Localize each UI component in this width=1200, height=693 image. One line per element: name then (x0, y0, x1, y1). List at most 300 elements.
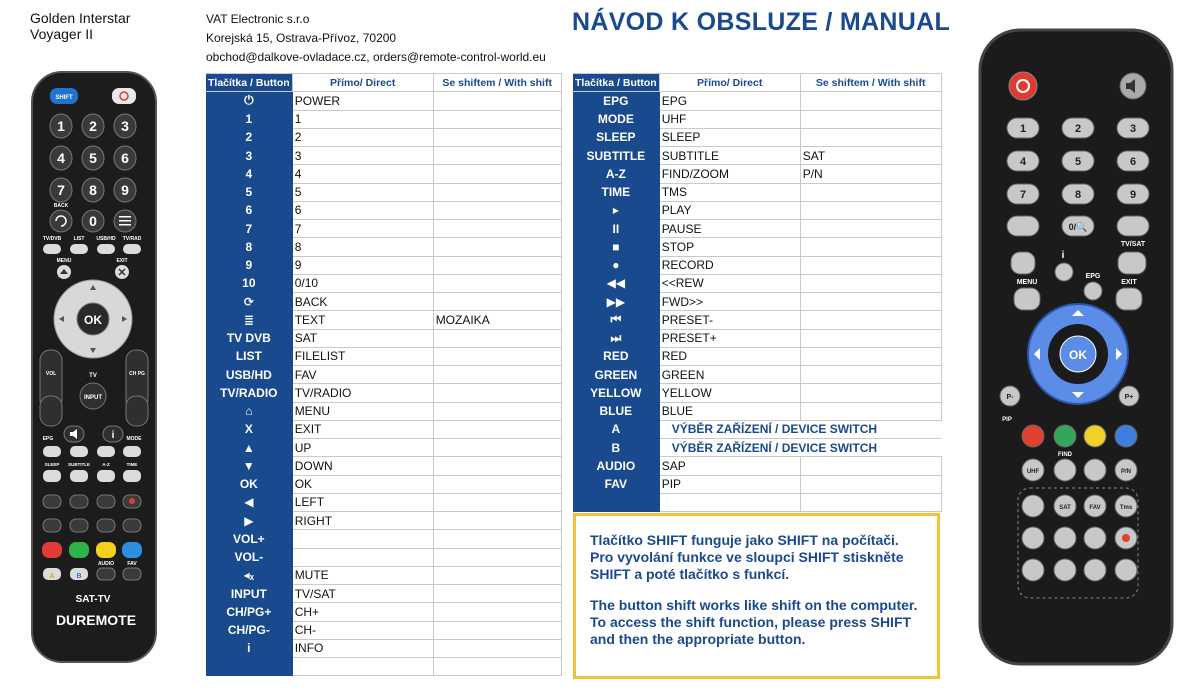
button-key: ▼ (206, 457, 292, 475)
button-key: 2 (206, 128, 292, 146)
direct-function: SAP (659, 457, 800, 475)
shift-function: MOZAIKA (433, 311, 561, 329)
input-label: INPUT (84, 395, 102, 401)
small-button (97, 568, 115, 580)
table-row (206, 566, 561, 584)
button-key: II (573, 220, 659, 238)
button-key: VOL+ (206, 530, 292, 548)
brand-logo: DUREMOTE (55, 612, 137, 628)
table-row (573, 439, 941, 457)
button-key: BLUE (573, 402, 659, 420)
function-button (123, 470, 141, 482)
tvsat-label: TV/SAT (1120, 241, 1146, 248)
exit-label: EXIT (1121, 279, 1137, 286)
remote-image-right (976, 26, 1176, 670)
shift-function (433, 165, 561, 183)
shift-function (433, 548, 561, 566)
direct-function: 5 (292, 183, 433, 201)
small-button (123, 244, 141, 254)
shift-function (433, 256, 561, 274)
color-button (42, 542, 62, 558)
shift-note (573, 513, 940, 679)
table-row (573, 92, 941, 110)
shift-function (433, 384, 561, 402)
direct-function (659, 493, 800, 511)
fav-label: FAV (127, 561, 137, 567)
table-row (573, 311, 941, 329)
button-key: ≣ (206, 311, 292, 329)
digit-label: 3 (1129, 123, 1137, 135)
function-button (123, 446, 141, 457)
header-direct: Přímo/ Direct (659, 74, 800, 92)
epg-label: EPG (1085, 273, 1101, 280)
direct-function: 8 (292, 238, 433, 256)
playback-button (123, 519, 141, 532)
remote-image-left (30, 70, 158, 666)
direct-function: UHF (659, 110, 800, 128)
direct-function: BACK (292, 293, 433, 311)
table-row (573, 201, 941, 219)
original-remote (976, 26, 1176, 670)
menu-icon-button (1011, 252, 1035, 274)
direct-function: OK (292, 475, 433, 493)
table-row (206, 475, 561, 493)
ok-label: OK (84, 313, 102, 327)
record-icon (1122, 534, 1130, 542)
playback-button (1084, 527, 1106, 549)
table-row (206, 493, 561, 511)
button-key: GREEN (573, 366, 659, 384)
playback-button (1115, 559, 1137, 581)
shift-function (433, 110, 561, 128)
function-button (43, 470, 61, 482)
epg-label: EPG (42, 436, 54, 442)
direct-function: PRESET- (659, 311, 800, 329)
back-button (50, 210, 72, 232)
button-key: CH/PG+ (206, 603, 292, 621)
table-row (573, 402, 941, 420)
header-button: Tlačítka / Button (573, 74, 659, 92)
color-button (122, 542, 142, 558)
small-button (123, 568, 141, 580)
table-row (206, 147, 561, 165)
direct-function: PLAY (659, 201, 800, 219)
table-row (573, 110, 941, 128)
shift-function (800, 384, 941, 402)
shift-function (433, 512, 561, 530)
direct-function: 2 (292, 128, 433, 146)
shift-function (800, 238, 941, 256)
text-icon (119, 224, 131, 226)
shift-function (433, 92, 561, 110)
digit-label: 3 (121, 118, 129, 134)
table-row (206, 311, 561, 329)
direct-function: SAT (292, 329, 433, 347)
table-row (206, 420, 561, 438)
direct-function: CH- (292, 621, 433, 639)
direct-function: TEXT (292, 311, 433, 329)
row-label: TV/DVB (42, 236, 62, 242)
shift-function (800, 128, 941, 146)
shift-function (800, 402, 941, 420)
digit-label: 5 (89, 150, 97, 166)
button-key: 5 (206, 183, 292, 201)
color-button (1115, 425, 1137, 447)
table-row (206, 92, 561, 110)
shift-function (800, 201, 941, 219)
function-button (97, 446, 115, 457)
button-key: FAV (573, 475, 659, 493)
button-key: CH/PG- (206, 621, 292, 639)
direct-function: RECORD (659, 256, 800, 274)
shift-function (433, 329, 561, 347)
table-row (206, 201, 561, 219)
button-key: ◀ (206, 493, 292, 511)
button-key (573, 493, 659, 511)
shift-function (433, 274, 561, 292)
shift-function (433, 183, 561, 201)
button-key: A (573, 420, 659, 438)
button-function-span: VÝBĚR ZAŘÍZENÍ / DEVICE SWITCH (659, 439, 941, 457)
direct-function (292, 548, 433, 566)
pn-label: P/N (1120, 469, 1132, 475)
table-row (573, 475, 941, 493)
model-label: SAT-TV (75, 594, 111, 605)
playback-button (97, 519, 115, 532)
ch-label: CH PG (129, 371, 145, 377)
button-key: 6 (206, 201, 292, 219)
model-line-2: Voyager II (30, 26, 94, 42)
ch-down-button (126, 396, 148, 426)
menu-label: MENU (1016, 279, 1038, 286)
direct-function: 0/10 (292, 274, 433, 292)
button-key: ⏻ (206, 92, 292, 110)
info-label: i (1061, 250, 1065, 261)
shift-function (433, 366, 561, 384)
button-key: AUDIO (573, 457, 659, 475)
table-row (573, 329, 941, 347)
digit-label: 8 (1074, 189, 1082, 201)
table-row (573, 347, 941, 365)
company-address: Korejská 15, Ostrava-Přívoz, 70200 (206, 31, 397, 45)
audio-label: AUDIO (97, 561, 115, 567)
button-key: 7 (206, 220, 292, 238)
button-key: TV DVB (206, 329, 292, 347)
digit-label: 2 (1074, 123, 1082, 135)
function-button (70, 470, 88, 482)
button-key: A-Z (573, 165, 659, 183)
direct-function: PIP (659, 475, 800, 493)
function-label: SLEEP (44, 462, 60, 467)
button-key: ⌂ (206, 402, 292, 420)
color-button (1084, 425, 1106, 447)
direct-function: 1 (292, 110, 433, 128)
color-button (1022, 425, 1044, 447)
tv-radio-button (1007, 216, 1039, 236)
table-row (206, 585, 561, 603)
button-key: OK (206, 475, 292, 493)
direct-function: LEFT (292, 493, 433, 511)
find-label: FIND (1058, 452, 1072, 458)
direct-function: 7 (292, 220, 433, 238)
table-row (573, 293, 941, 311)
table-row (206, 384, 561, 402)
button-key: ⏮ (573, 311, 659, 329)
button-key: X (206, 420, 292, 438)
direct-function: FIND/ZOOM (659, 165, 800, 183)
text-icon (119, 220, 131, 222)
direct-function: RIGHT (292, 512, 433, 530)
table-row (573, 128, 941, 146)
shift-function (800, 274, 941, 292)
digit-label: 1 (1019, 123, 1027, 135)
direct-function: 9 (292, 256, 433, 274)
table-row (206, 329, 561, 347)
direct-function: MUTE (292, 566, 433, 584)
uhf-label: UHF (1026, 469, 1040, 475)
shift-function (433, 347, 561, 365)
info-label: i (111, 430, 115, 441)
shift-function (433, 293, 561, 311)
shift-function (800, 183, 941, 201)
table-row (206, 621, 561, 639)
playback-button (97, 495, 115, 508)
row-label: TV/RAD (122, 236, 142, 242)
direct-function: FILELIST (292, 347, 433, 365)
company-name: VAT Electronic s.r.o (206, 12, 310, 26)
function-label: SUBTITLE (68, 462, 90, 467)
model-line-1: Golden Interstar (30, 10, 131, 26)
b-label: B (76, 573, 82, 580)
digit-label: 1 (57, 118, 65, 134)
button-key: 4 (206, 165, 292, 183)
button-key: ◂ₓ (206, 566, 292, 584)
menu-button (1014, 288, 1040, 310)
button-key: B (573, 439, 659, 457)
shift-function: P/N (800, 165, 941, 183)
header-button: Tlačítka / Button (206, 74, 292, 92)
direct-function: TV/RADIO (292, 384, 433, 402)
info-button (1055, 263, 1073, 281)
model-name (30, 10, 130, 42)
table-row (206, 439, 561, 457)
small-button (43, 244, 61, 254)
shift-function (433, 621, 561, 639)
shift-label: SHIFT (55, 95, 73, 101)
epg-button (1084, 282, 1102, 300)
table-row (206, 548, 561, 566)
button-key: ▸ (573, 201, 659, 219)
direct-function: POWER (292, 92, 433, 110)
table-row (206, 220, 561, 238)
digit-label: 5 (1074, 156, 1082, 168)
direct-function (292, 530, 433, 548)
shift-function (433, 493, 561, 511)
digit-label: 6 (121, 150, 129, 166)
table-row (206, 658, 561, 676)
function-button (1084, 459, 1106, 481)
header-direct: Přímo/ Direct (292, 74, 433, 92)
direct-function: CH+ (292, 603, 433, 621)
shift-function (433, 475, 561, 493)
playback-button (1022, 527, 1044, 549)
shift-function (800, 110, 941, 128)
table-row (206, 639, 561, 657)
digit-label: 9 (1129, 189, 1137, 201)
function-label: TIME (126, 462, 138, 467)
playback-button (43, 495, 61, 508)
shift-function (800, 493, 941, 511)
table-row (573, 238, 941, 256)
table-row (206, 183, 561, 201)
zero-label: 0/🔍 (1068, 222, 1088, 232)
direct-function: 6 (292, 201, 433, 219)
p-plus-label: P+ (1124, 394, 1134, 401)
power-button (112, 88, 136, 104)
direct-function: INFO (292, 639, 433, 657)
shift-function (800, 311, 941, 329)
back-label: BACK (53, 203, 69, 209)
table-row (573, 274, 941, 292)
table-row (206, 165, 561, 183)
tms-label: Tms (1119, 505, 1133, 511)
digit-label: 7 (1019, 189, 1027, 201)
button-key: i (206, 639, 292, 657)
shift-function (433, 220, 561, 238)
vol-down-button (40, 396, 62, 426)
button-key: ⟳ (206, 293, 292, 311)
shift-function (800, 347, 941, 365)
p-minus-label: P- (1006, 394, 1014, 401)
function-button (1054, 459, 1076, 481)
button-key: YELLOW (573, 384, 659, 402)
note-czech: Tlačítko SHIFT funguje jako SHIFT na počítači. Pro vyvolání funkce ve sloupci SHIFT stiskněte SHIFT a poté tlačítko s funkcí. (590, 532, 904, 582)
pip-label: PIP (1002, 417, 1012, 423)
a-label: A (49, 573, 55, 580)
shift-function (800, 92, 941, 110)
shift-function (433, 201, 561, 219)
shift-function (433, 457, 561, 475)
button-key: 8 (206, 238, 292, 256)
direct-function: 3 (292, 147, 433, 165)
function-label: A-Z (102, 462, 110, 467)
button-key: ■ (573, 238, 659, 256)
shift-function (433, 585, 561, 603)
table-row (206, 457, 561, 475)
shift-function (800, 256, 941, 274)
note-english: The button shift works like shift on the computer. To access the shift function, please press SHIFT and then the appropriate button. (590, 597, 918, 647)
table-row (573, 457, 941, 475)
playback-button (1022, 559, 1044, 581)
direct-function: PAUSE (659, 220, 800, 238)
table-row (206, 110, 561, 128)
direct-function: BLUE (659, 402, 800, 420)
direct-function: MENU (292, 402, 433, 420)
button-key: ▶ (206, 512, 292, 530)
shift-function (433, 420, 561, 438)
fav-label: FAV (1089, 505, 1101, 511)
small-button (70, 244, 88, 254)
direct-function: <<REW (659, 274, 800, 292)
function-button (97, 470, 115, 482)
button-key: 1 (206, 110, 292, 128)
shift-function (800, 329, 941, 347)
button-key: ⏭ (573, 329, 659, 347)
shift-function (433, 530, 561, 548)
digit-label: 6 (1129, 156, 1137, 168)
direct-function: PRESET+ (659, 329, 800, 347)
function-button (1022, 495, 1044, 517)
playback-button (70, 519, 88, 532)
shift-function (433, 439, 561, 457)
button-key: ● (573, 256, 659, 274)
shift-function (800, 475, 941, 493)
vol-label: VOL (45, 371, 57, 377)
sat-label: SAT (1059, 505, 1071, 511)
button-key: LIST (206, 347, 292, 365)
duremote-remote (30, 70, 158, 666)
direct-function: YELLOW (659, 384, 800, 402)
button-key: RED (573, 347, 659, 365)
table-row (206, 530, 561, 548)
menu-label: MENU (56, 258, 72, 264)
shift-function (433, 639, 561, 657)
button-key: SUBTITLE (573, 147, 659, 165)
direct-function: DOWN (292, 457, 433, 475)
shift-function (433, 402, 561, 420)
table-row (206, 366, 561, 384)
shift-function (433, 603, 561, 621)
direct-function: 4 (292, 165, 433, 183)
shift-function (433, 147, 561, 165)
button-key: ▶▶ (573, 293, 659, 311)
button-key: 9 (206, 256, 292, 274)
shift-function (800, 293, 941, 311)
ok-label: OK (1069, 348, 1087, 362)
direct-function: EPG (659, 92, 800, 110)
playback-button (1054, 527, 1076, 549)
button-key: VOL- (206, 548, 292, 566)
row-label: LIST (73, 236, 85, 242)
company-emails: obchod@dalkove-ovladace.cz, orders@remote-control-world.eu (206, 50, 546, 64)
table-row (573, 256, 941, 274)
playback-button (1054, 559, 1076, 581)
direct-function: RED (659, 347, 800, 365)
digit-label: 9 (121, 182, 129, 198)
button-function-span: VÝBĚR ZAŘÍZENÍ / DEVICE SWITCH (659, 420, 941, 438)
digit-label: 7 (57, 182, 65, 198)
direct-function: FAV (292, 366, 433, 384)
button-key: ▲ (206, 439, 292, 457)
shift-function: SAT (800, 147, 941, 165)
button-table-2 (573, 73, 942, 512)
exit-button (1116, 288, 1142, 310)
table-row (206, 402, 561, 420)
table-row (573, 165, 941, 183)
digit-label: 8 (89, 182, 97, 198)
shift-function (800, 457, 941, 475)
color-button (69, 542, 89, 558)
direct-function: EXIT (292, 420, 433, 438)
shift-function (433, 238, 561, 256)
direct-function: SUBTITLE (659, 147, 800, 165)
direct-function (292, 658, 433, 676)
table-row (206, 603, 561, 621)
table-row (206, 238, 561, 256)
button-key: SLEEP (573, 128, 659, 146)
tvsat-button (1118, 252, 1146, 274)
function-button (43, 446, 61, 457)
